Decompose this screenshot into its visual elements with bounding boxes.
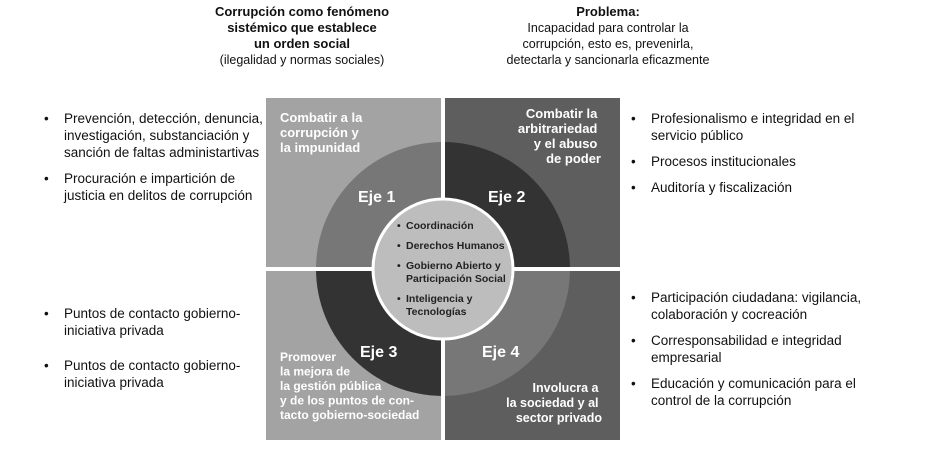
list-item: • Procuración e impartición de justicia en delitos de corrupción [38, 170, 263, 204]
header-problema [478, 4, 738, 68]
header-right-line3: corrupción, esto es, prevenirla, [522, 37, 694, 51]
center-item: Gobierno Abierto y [406, 260, 501, 272]
header-right-line4: detectarla y sancionarla eficazmente [506, 53, 710, 67]
header-left-line1: Corrupción como fenómeno [214, 4, 390, 19]
center-item: Derechos Humanos [406, 240, 505, 252]
quadrant-text-bl: Promover la mejora de la gestión pública y de los puntos de con- tacto gobierno-sociedad [280, 350, 420, 422]
center-item: Coordinación [406, 220, 474, 232]
header-right-line1: Problema: [576, 4, 640, 19]
center-item: Inteligencia y [406, 293, 473, 305]
list-item: • Profesionalismo e integridad en el servicio público [625, 110, 885, 144]
quadrant-text-br: Involucra a la sociedad y al sector privado [506, 381, 602, 425]
list-item: • Puntos de contacto gobierno-iniciativa privada [38, 305, 263, 339]
list-item: • Prevención, detección, denuncia, investigación, substanciación y sanción de faltas administartivas [38, 110, 263, 161]
list-item: • Procesos institucionales [625, 153, 885, 170]
list-item: • Corresponsabilidad e integridad empresarial [625, 332, 895, 366]
list-item: • Auditoría y fiscalización [625, 179, 885, 196]
center-bullet: • [397, 260, 401, 272]
center-item: Participación Social [406, 273, 506, 285]
eje-4-label: Eje 4 [482, 344, 520, 361]
axes-diagram [266, 98, 620, 440]
list-bottom-right [625, 289, 895, 418]
eje-3-label: Eje 3 [360, 344, 398, 361]
header-corrupcion [196, 4, 408, 68]
list-item: • Participación ciudadana: vigilancia, colaboración y cocreación [625, 289, 895, 323]
header-right-line2: Incapacidad para controlar la [527, 21, 689, 35]
header-left-line4: (ilegalidad y normas sociales) [219, 53, 385, 67]
center-bullet: • [397, 240, 401, 252]
header-left-line3: un orden social [253, 36, 351, 51]
list-bottom-left [38, 305, 263, 409]
quadrant-text-tl: Combatir a la corrupción y la impunidad [280, 110, 363, 155]
list-item: • Puntos de contacto gobierno-iniciativa privada [38, 357, 263, 391]
center-bullet: • [397, 293, 401, 305]
center-item: Tecnologías [406, 306, 467, 318]
list-top-left [38, 110, 263, 213]
list-item: • Educación y comunicación para el control de la corrupción [625, 375, 895, 409]
eje-2-label: Eje 2 [488, 189, 526, 206]
header-left-line2: sistémico que establece [227, 20, 377, 35]
center-bullet: • [397, 220, 401, 232]
list-top-right [625, 110, 885, 205]
eje-1-label: Eje 1 [358, 189, 396, 206]
quadrant-text-tr: Combatir la arbitrariedad y el abuso de poder [517, 106, 601, 166]
